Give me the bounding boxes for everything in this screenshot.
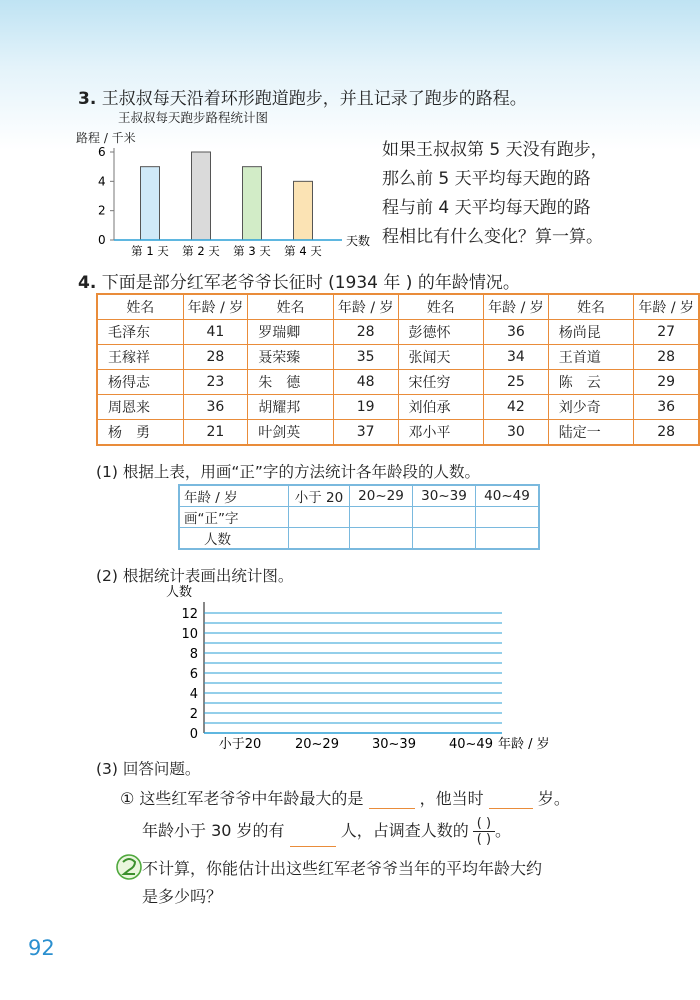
count-input-cell[interactable] xyxy=(289,528,350,550)
chart1-title: 王叔叔每天跑步路程统计图 xyxy=(118,110,269,125)
age-cell: 41 xyxy=(183,320,248,345)
age-cell: 34 xyxy=(484,345,549,370)
tally-row-label: 画“正”字 xyxy=(179,507,289,528)
tally-header-cell: 20~29 xyxy=(350,485,413,507)
question-4-title xyxy=(78,268,520,293)
name-cell: 杨尚昆 xyxy=(548,320,634,345)
age-cell: 37 xyxy=(333,420,398,446)
chart1-bar xyxy=(141,167,160,240)
age-cell: 23 xyxy=(183,370,248,395)
age-table-header xyxy=(97,294,699,320)
chart2-ylabel: 人数 xyxy=(166,585,193,600)
answer-line-2 xyxy=(142,816,511,847)
age-cell: 30 xyxy=(484,420,549,446)
age-cell: 19 xyxy=(333,395,398,420)
chart2-tick-label: 2 xyxy=(189,707,198,722)
age-cell: 48 xyxy=(333,370,398,395)
answer-text: 。 xyxy=(495,821,512,840)
age-cell: 27 xyxy=(634,320,699,345)
chart2-tick-label: 0 xyxy=(189,727,198,742)
count-row xyxy=(179,528,539,550)
chart1-tick-label: 0 xyxy=(98,233,106,247)
name-cell: 毛泽东 xyxy=(97,320,183,345)
header-cell: 年龄 / 岁 xyxy=(484,294,549,320)
question-4-number: 4. xyxy=(78,273,97,293)
sub-question-1: (1) 根据上表，用画“正”字的方法统计各年龄段的人数。 xyxy=(96,463,480,481)
question-4-text: 下面是部分红军老爷爷长征时 (1934 年 ) 的年龄情况。 xyxy=(101,273,520,293)
chart1-x-tick-label: 第 4 天 xyxy=(284,244,322,258)
count-input-cell[interactable] xyxy=(350,528,413,550)
age-cell: 28 xyxy=(634,345,699,370)
answer-blank[interactable] xyxy=(489,790,533,809)
mascot-2-icon xyxy=(114,852,144,882)
name-cell: 朱 德 xyxy=(248,370,334,395)
answer-blank[interactable] xyxy=(290,828,336,847)
name-cell: 聂荣臻 xyxy=(248,345,334,370)
age-cell: 42 xyxy=(484,395,549,420)
name-cell: 陆定一 xyxy=(548,420,634,446)
name-cell: 宋任穷 xyxy=(398,370,484,395)
age-cell: 28 xyxy=(634,420,699,446)
name-cell: 王首道 xyxy=(548,345,634,370)
answer-line-3-cont: 是多少吗？ xyxy=(142,887,223,906)
question-3-side-text xyxy=(382,136,682,252)
name-cell: 杨 勇 xyxy=(97,420,183,446)
age-cell: 36 xyxy=(183,395,248,420)
fraction-top: ( ) xyxy=(473,816,495,832)
chart2-x-tick-label: 20~29 xyxy=(295,737,339,752)
answer-text: ① 这些红军老爷爷中年龄最大的是 xyxy=(120,789,364,808)
name-cell: 刘伯承 xyxy=(398,395,484,420)
age-cell: 28 xyxy=(183,345,248,370)
age-count-chart[interactable] xyxy=(160,580,580,755)
chart2-tick-label: 4 xyxy=(189,687,198,702)
side-line: 程与前 4 天平均每天跑的路 xyxy=(382,198,591,218)
chart2-x-tick-label: 40~49 xyxy=(449,737,493,752)
name-cell: 邓小平 xyxy=(398,420,484,446)
question-3-title xyxy=(78,84,527,109)
name-cell: 周恩来 xyxy=(97,395,183,420)
fraction-blank[interactable] xyxy=(473,816,495,847)
age-table xyxy=(96,293,700,446)
chart2-tick-label: 10 xyxy=(181,627,198,642)
tally-input-cell[interactable] xyxy=(413,507,476,528)
page-number: 92 xyxy=(28,936,55,960)
tally-header-row xyxy=(179,485,539,507)
name-cell: 罗瑞卿 xyxy=(248,320,334,345)
question-3-text: 王叔叔每天沿着环形跑道跑步，并且记录了跑步的路程。 xyxy=(101,89,527,109)
chart1-x-tick-label: 第 3 天 xyxy=(233,244,271,258)
chart1-tick-label: 4 xyxy=(98,174,106,189)
answer-line-3: 不计算，你能估计出这些红军老爷爷当年的平均年龄大约 xyxy=(142,859,543,878)
age-cell: 25 xyxy=(484,370,549,395)
chart1-x-tick-label: 第 1 天 xyxy=(131,244,169,258)
age-cell: 29 xyxy=(634,370,699,395)
header-cell: 年龄 / 岁 xyxy=(183,294,248,320)
side-line: 程相比有什么变化？算一算。 xyxy=(382,227,603,247)
name-cell: 彭德怀 xyxy=(398,320,484,345)
header-cell: 姓名 xyxy=(248,294,334,320)
chart1-bar xyxy=(192,152,211,240)
chart2-x-tick-label: 小于20 xyxy=(218,737,262,752)
answer-line-1 xyxy=(120,786,570,809)
chart2-xlabel: 年龄 / 岁 xyxy=(498,737,550,752)
chart1-x-tick-label: 第 2 天 xyxy=(182,244,220,258)
name-cell: 叶剑英 xyxy=(248,420,334,446)
side-line: 如果王叔叔第 5 天没有跑步， xyxy=(382,140,608,160)
tally-input-cell[interactable] xyxy=(350,507,413,528)
tally-header-cell: 小于 20 xyxy=(289,485,350,507)
name-cell: 胡耀邦 xyxy=(248,395,334,420)
answer-text: 年龄小于 30 岁的有 xyxy=(142,821,285,840)
chart1-xlabel: 天数 xyxy=(346,234,371,248)
chart1-bar xyxy=(294,181,313,240)
tally-input-cell[interactable] xyxy=(289,507,350,528)
table-row xyxy=(97,420,699,446)
header-cell: 姓名 xyxy=(398,294,484,320)
side-line: 那么前 5 天平均每天跑的路 xyxy=(382,169,591,189)
header-cell: 年龄 / 岁 xyxy=(634,294,699,320)
tally-header-cell: 年龄 / 岁 xyxy=(179,485,289,507)
chart2-tick-label: 8 xyxy=(189,647,198,662)
age-cell: 36 xyxy=(634,395,699,420)
name-cell: 王稼祥 xyxy=(97,345,183,370)
name-cell: 陈 云 xyxy=(548,370,634,395)
question-3-number: 3. xyxy=(78,89,97,109)
chart1-tick-label: 6 xyxy=(98,145,106,159)
header-cell: 姓名 xyxy=(97,294,183,320)
answer-text: ，他当时 xyxy=(419,789,484,808)
table-row xyxy=(97,345,699,370)
chart1-bar xyxy=(243,167,262,240)
header-cell: 姓名 xyxy=(548,294,634,320)
chart2-tick-label: 12 xyxy=(181,607,198,622)
header-band xyxy=(0,0,700,150)
name-cell: 刘少奇 xyxy=(548,395,634,420)
name-cell: 张闻天 xyxy=(398,345,484,370)
tally-header-cell: 30~39 xyxy=(413,485,476,507)
fraction-bottom: ( ) xyxy=(476,832,492,847)
sub-question-2: (2) 根据统计表画出统计图。 xyxy=(96,567,294,585)
count-row-label: 人数 xyxy=(179,528,289,550)
age-cell: 36 xyxy=(484,320,549,345)
chart1-tick-label: 2 xyxy=(98,203,106,218)
tally-header-cell: 40~49 xyxy=(476,485,540,507)
age-cell: 21 xyxy=(183,420,248,446)
tally-table xyxy=(178,484,540,550)
age-cell: 28 xyxy=(333,320,398,345)
tally-input-cell[interactable] xyxy=(476,507,540,528)
table-row xyxy=(97,395,699,420)
sub-question-3: (3) 回答问题。 xyxy=(96,760,201,778)
answer-text: 岁。 xyxy=(537,789,570,808)
table-row xyxy=(97,370,699,395)
chart2-x-tick-label: 30~39 xyxy=(372,737,416,752)
tally-row xyxy=(179,507,539,528)
answer-text: 人，占调查人数的 xyxy=(340,821,469,840)
table-row xyxy=(97,320,699,345)
answer-blank[interactable] xyxy=(369,790,415,809)
count-input-cell[interactable] xyxy=(476,528,540,550)
count-input-cell[interactable] xyxy=(413,528,476,550)
age-cell: 35 xyxy=(333,345,398,370)
name-cell: 杨得志 xyxy=(97,370,183,395)
running-distance-chart xyxy=(80,140,380,260)
header-cell: 年龄 / 岁 xyxy=(333,294,398,320)
chart1-ylabel: 路程 / 千米 xyxy=(76,131,136,145)
chart2-tick-label: 6 xyxy=(189,667,198,682)
